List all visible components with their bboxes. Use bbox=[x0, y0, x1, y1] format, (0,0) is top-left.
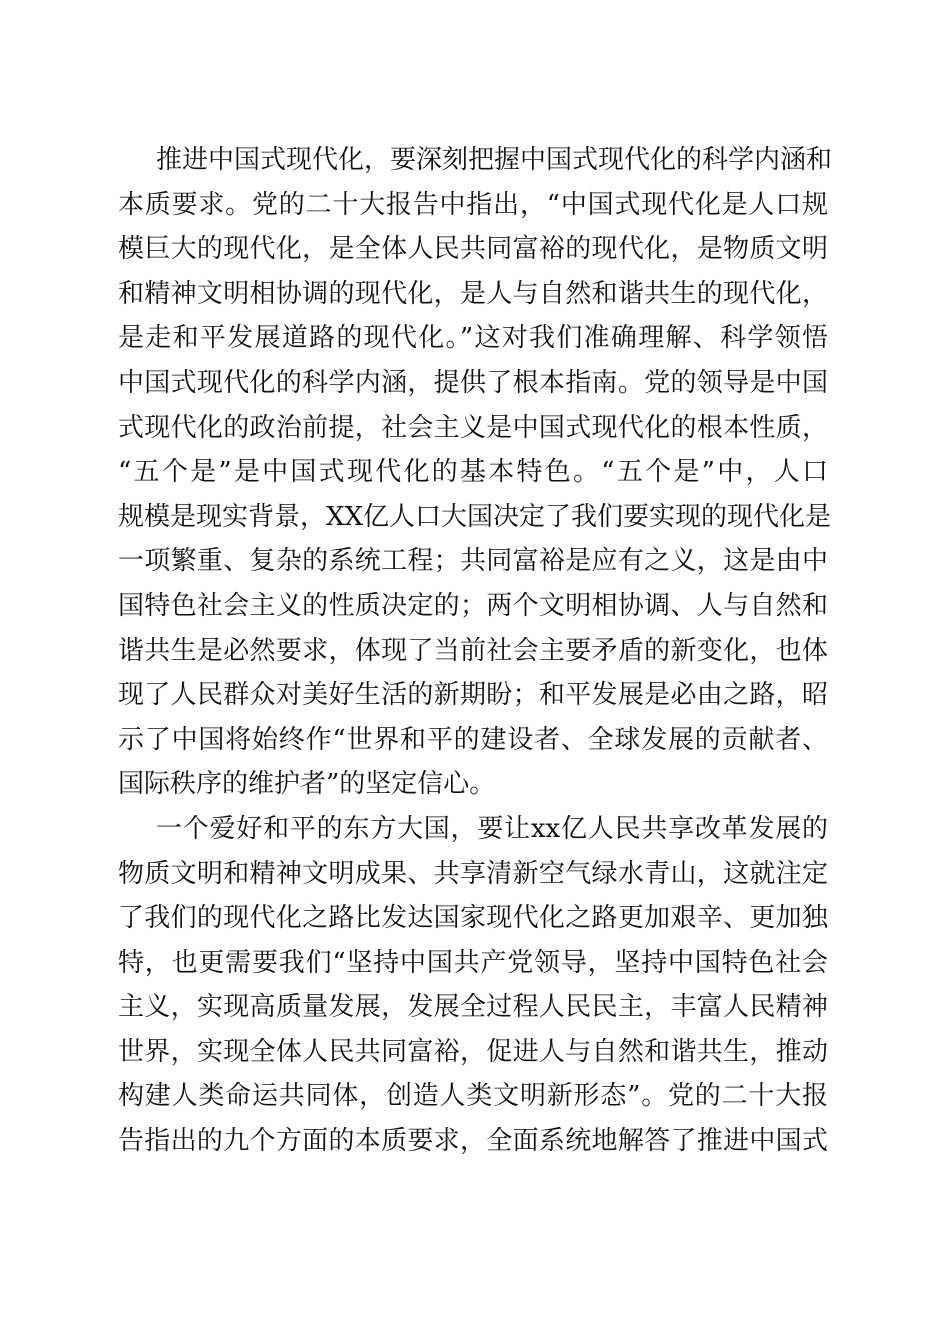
text-line: 示了中国将始终作“世界和平的建设者、全球发展的贡献者、 bbox=[118, 724, 828, 755]
text-line: 式现代化的政治前提，社会主义是中国式现代化的根本性质， bbox=[118, 412, 828, 443]
text-line: 和精神文明相协调的现代化，是人与自然和谐共生的现代化， bbox=[118, 278, 828, 309]
text-line: 特，也更需要我们“坚持中国共产党领导，坚持中国特色社会 bbox=[118, 947, 828, 978]
text-line: 国特色社会主义的性质决定的；两个文明相协调、人与自然和 bbox=[118, 590, 828, 621]
text-line: 现了人民群众对美好生活的新期盼；和平发展是必由之路，昭 bbox=[118, 680, 828, 711]
text-line: 中国式现代化的科学内涵，提供了根本指南。党的领导是中国 bbox=[118, 367, 828, 398]
paragraph-1 bbox=[118, 138, 833, 807]
text-line: 是走和平发展道路的现代化。”这对我们准确理解、科学领悟 bbox=[118, 323, 828, 354]
text-line: 国际秩序的维护者”的坚定信心。 bbox=[118, 769, 496, 800]
text-line: 谐共生是必然要求，体现了当前社会主要矛盾的新变化，也体 bbox=[118, 635, 828, 666]
text-line: 告指出的九个方面的本质要求，全面系统地解答了推进中国式 bbox=[118, 1126, 828, 1157]
text-line: 模巨大的现代化，是全体人民共同富裕的现代化，是物质文明 bbox=[118, 234, 828, 265]
text-line: 了我们的现代化之路比发达国家现代化之路更加艰辛、更加独 bbox=[118, 903, 828, 934]
text-line: “五个是”是中国式现代化的基本特色。“五个是”中，人口 bbox=[118, 457, 828, 488]
text-line: 世界，实现全体人民共同富裕，促进人与自然和谐共生，推动 bbox=[118, 1036, 828, 1067]
text-line: 物质文明和精神文明成果、共享清新空气绿水青山，这就注定 bbox=[118, 858, 828, 889]
text-line: 推进中国式现代化，要深刻把握中国式现代化的科学内涵和 bbox=[156, 145, 833, 175]
paragraph-2 bbox=[118, 807, 828, 1164]
text-line: 规模是现实背景，XX亿人口大国决定了我们要实现的现代化是 bbox=[118, 501, 832, 532]
text-line: 本质要求。党的二十大报告中指出，“中国式现代化是人口规 bbox=[118, 189, 828, 220]
text-line: 一个爱好和平的东方大国，要让xx亿人民共享改革发展的 bbox=[156, 813, 828, 844]
text-line: 主义，实现高质量发展，发展全过程人民民主，丰富人民精神 bbox=[118, 992, 828, 1023]
text-line: 一项繁重、复杂的系统工程；共同富裕是应有之义，这是由中 bbox=[118, 546, 828, 577]
text-line: 构建人类命运共同体，创造人类文明新形态”。党的二十大报 bbox=[118, 1081, 828, 1112]
body-text bbox=[118, 138, 833, 1164]
